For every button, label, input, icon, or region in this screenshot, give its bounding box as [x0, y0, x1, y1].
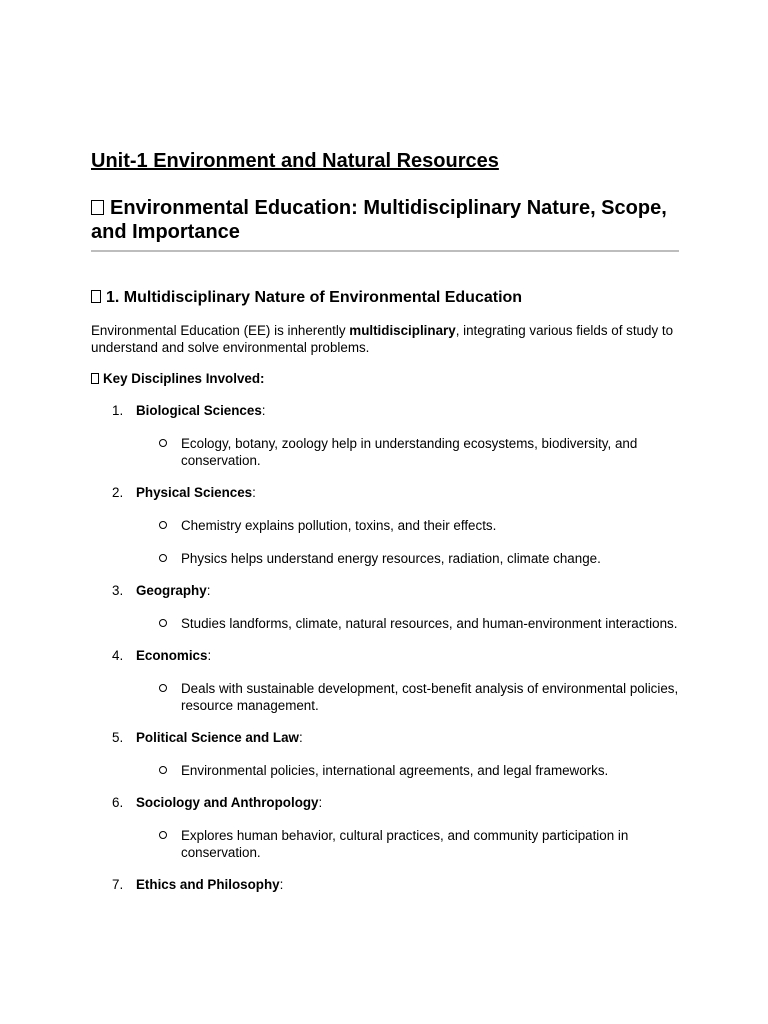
- discipline-number: 7.: [112, 877, 124, 892]
- detail-text: Environmental policies, international agreements, and legal frameworks.: [181, 763, 609, 778]
- discipline-colon: :: [206, 583, 211, 598]
- discipline-item: [91, 876, 679, 893]
- intro-text-end: , integrating various fields of study to understand and solve environmental problems.: [91, 323, 674, 355]
- discipline-name: Economics: [136, 648, 208, 663]
- discipline-item: [91, 647, 679, 714]
- discipline-item: [91, 729, 679, 779]
- discipline-colon: :: [207, 648, 212, 663]
- detail-item: [136, 615, 679, 632]
- detail-item: [136, 435, 679, 469]
- detail-text: Physics helps understand energy resources, radiation, climate change.: [181, 551, 601, 566]
- detail-text: Studies landforms, climate, natural resources, and human-environment interactions.: [181, 616, 678, 631]
- document-page: [91, 148, 679, 893]
- hollow-bullet-icon: [159, 521, 167, 529]
- key-disciplines-label: [91, 370, 679, 387]
- discipline-colon: :: [298, 730, 303, 745]
- disciplines-list: [91, 402, 679, 893]
- detail-item: [136, 550, 679, 567]
- discipline-item: [91, 794, 679, 861]
- horizontal-rule: [91, 250, 679, 252]
- discipline-details: [136, 762, 679, 779]
- hollow-bullet-icon: [159, 619, 167, 627]
- detail-text: Chemistry explains pollution, toxins, and their effects.: [181, 518, 497, 533]
- discipline-details: [136, 827, 679, 861]
- hollow-bullet-icon: [159, 766, 167, 774]
- intro-bold-text: multidisciplinary: [349, 323, 456, 338]
- discipline-number: 1.: [112, 403, 124, 418]
- main-heading-text: Environmental Education: Multidisciplinary Nature, Scope, and Importance: [91, 197, 667, 243]
- discipline-colon: :: [279, 877, 284, 892]
- discipline-number: 4.: [112, 648, 124, 663]
- discipline-name: Biological Sciences: [136, 403, 262, 418]
- main-heading: [91, 196, 679, 244]
- discipline-colon: :: [252, 485, 256, 500]
- hollow-bullet-icon: [159, 684, 167, 692]
- discipline-item: [91, 402, 679, 469]
- detail-item: [136, 680, 679, 714]
- intro-paragraph: [91, 322, 679, 356]
- key-disciplines-text: Key Disciplines Involved:: [103, 371, 265, 386]
- document-title: Unit-1 Environment and Natural Resources: [91, 150, 499, 172]
- discipline-name: Ethics and Philosophy: [136, 877, 280, 892]
- discipline-item: [91, 484, 679, 567]
- section-heading: [91, 288, 679, 308]
- detail-item: [136, 762, 679, 779]
- discipline-details: [136, 680, 679, 714]
- detail-text: Ecology, botany, zoology help in understanding ecosystems, biodiversity, and conservation.: [181, 436, 638, 468]
- hollow-bullet-icon: [159, 831, 167, 839]
- detail-item: [136, 827, 679, 861]
- hollow-bullet-icon: [159, 439, 167, 447]
- detail-text: Explores human behavior, cultural practices, and community participation in conservation.: [181, 828, 629, 860]
- discipline-colon: :: [318, 795, 323, 810]
- discipline-number: 5.: [112, 730, 124, 745]
- missing-glyph-icon: [91, 373, 99, 384]
- discipline-name: Sociology and Anthropology: [136, 795, 319, 810]
- discipline-colon: :: [261, 403, 266, 418]
- discipline-name: Geography: [136, 583, 207, 598]
- detail-item: [136, 517, 679, 534]
- discipline-details: [136, 435, 679, 469]
- discipline-name: Physical Sciences: [136, 485, 253, 500]
- intro-text: Environmental Education (EE) is inherently: [91, 323, 350, 338]
- discipline-details: [136, 615, 679, 632]
- missing-glyph-icon: [91, 200, 104, 215]
- discipline-name: Political Science and Law: [136, 730, 299, 745]
- discipline-item: [91, 582, 679, 632]
- discipline-number: 2.: [112, 485, 124, 500]
- hollow-bullet-icon: [159, 554, 167, 562]
- discipline-details: [136, 517, 679, 567]
- discipline-number: 3.: [112, 583, 124, 598]
- discipline-number: 6.: [112, 795, 124, 810]
- detail-text: Deals with sustainable development, cost-benefit analysis of environmental policies, resource management.: [181, 681, 679, 713]
- section-heading-text: 1. Multidisciplinary Nature of Environmental Education: [106, 289, 523, 306]
- missing-glyph-icon: [91, 290, 101, 303]
